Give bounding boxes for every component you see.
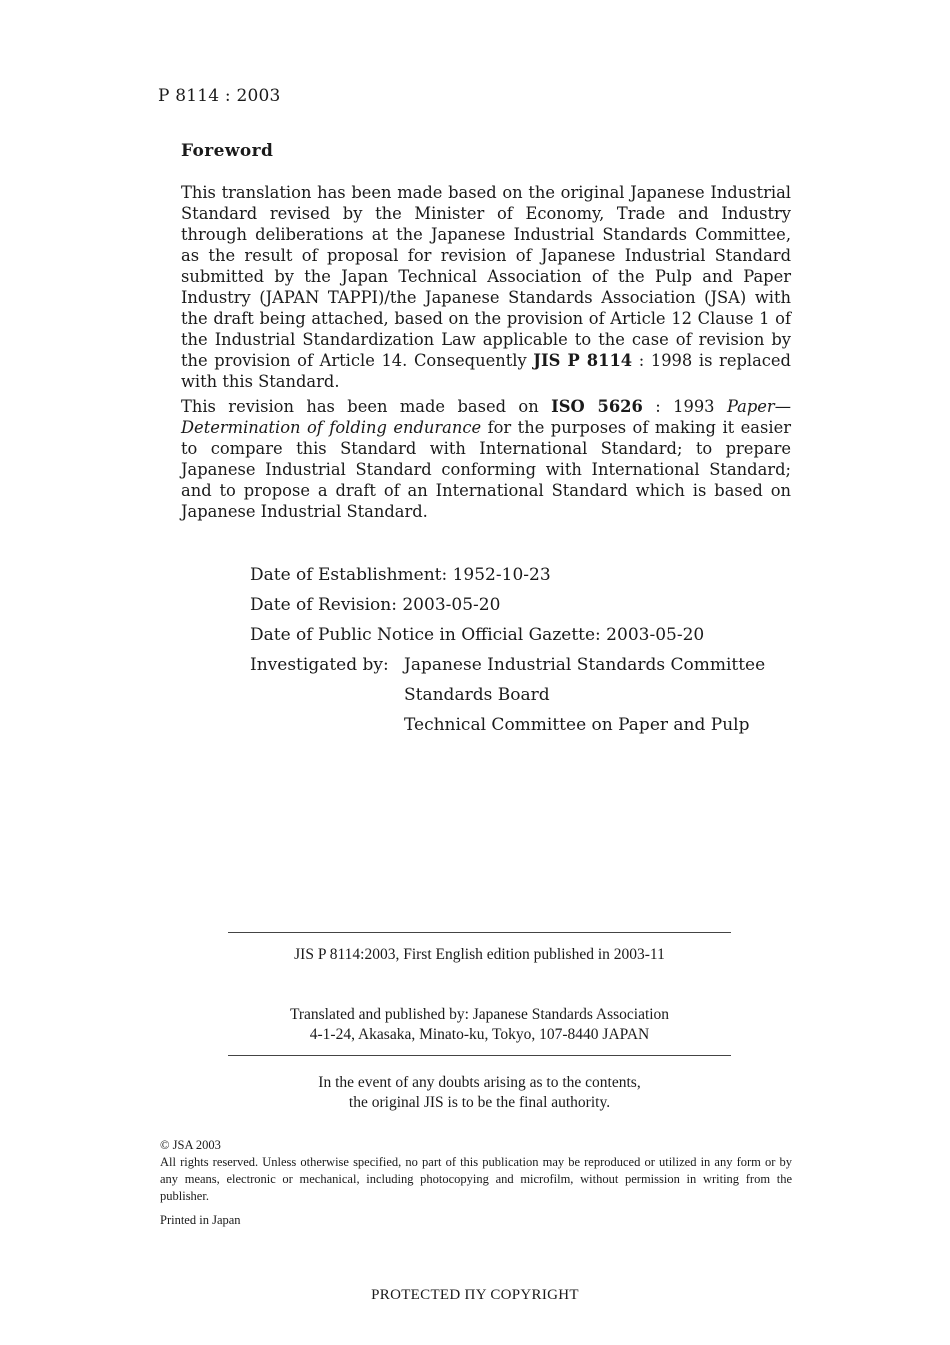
rights-statement: All rights reserved. Unless otherwise specified, no part of this publication may be reproduced or utilized in any form or by any means, electronic or mechanical, including photocopying and microfilm, without permission in writing from the publisher. — [160, 1155, 792, 1203]
iso-title: Paper—Determination of folding endurance — [181, 397, 791, 437]
foreword-heading: Foreword — [181, 141, 274, 161]
edition-line: JIS P 8114:2003, First English edition published in 2003-11 — [294, 946, 665, 963]
investigated-by-row — [250, 650, 765, 740]
copyright-notice: © JSA 2003 — [160, 1138, 221, 1152]
paragraph-2-text-c: for the purposes of making it easier to compare this Standard with International Standard; to prepare Japanese Industrial Standard conforming with International Standard; and to propose a draft of an International Standard which is based on Japanese Industrial Standard. — [181, 418, 791, 521]
authority-note — [228, 1073, 731, 1113]
dates-block — [250, 560, 765, 740]
paragraph-2-text-a: This revision has been made based on — [181, 397, 552, 416]
investigated-by-item: Standards Board — [404, 685, 550, 705]
paragraph-1-text-b: : 1998 is replaced with this Standard. — [181, 351, 791, 391]
publisher-line: Translated and published by: Japanese Standards Association — [289, 1006, 670, 1023]
foreword-paragraph-2 — [181, 396, 791, 522]
printed-in: Printed in Japan — [160, 1213, 241, 1227]
investigated-by-item: Japanese Industrial Standards Committee — [404, 655, 766, 675]
date-of-public-notice: Date of Public Notice in Official Gazette: 2003-05-20 — [250, 625, 705, 645]
iso-reference: ISO 5626 — [551, 397, 643, 416]
divider-top — [228, 932, 731, 933]
copyright-block — [160, 1137, 792, 1205]
authority-note-line-2: the original JIS is to be the final authority. — [348, 1094, 611, 1111]
divider-bottom — [228, 1055, 731, 1056]
paragraph-2-text-b: : 1993 — [642, 397, 727, 416]
document-number: P 8114 : 2003 — [158, 86, 281, 106]
jis-reference: JIS P 8114 — [533, 351, 633, 370]
publisher-address: 4-1-24, Akasaka, Minato-ku, Tokyo, 107-8440 JAPAN — [309, 1026, 650, 1043]
paragraph-1-text-a: This translation has been made based on the original Japanese Industrial Standard revised by the Minister of Economy, Trade and Industry through deliberations at the Japanese Industrial Standards Committee, as the result of proposal for revision of Japanese Industrial Standard submitted by the Japan Technical Association of the Pulp and Paper Industry (JAPAN TAPPI)/the Japanese Standards Association (JSA) with the draft being attached, based on the provision of Article 12 Clause 1 of the Industrial Standardization Law applicable to the case of revision by the provision of Article 14. Consequently — [181, 183, 791, 370]
investigated-by-list — [404, 650, 765, 740]
investigated-by-item: Technical Committee on Paper and Pulp — [404, 715, 750, 735]
publisher-block — [228, 1005, 731, 1045]
authority-note-line-1: In the event of any doubts arising as to the contents, — [318, 1074, 641, 1091]
copyright-footer: PROTECTED ΠY COPYRIGHT — [371, 1287, 579, 1303]
date-of-establishment: Date of Establishment: 1952-10-23 — [250, 565, 551, 585]
foreword-paragraph-1 — [181, 182, 791, 392]
date-of-revision: Date of Revision: 2003-05-20 — [250, 595, 501, 615]
investigated-by-label: Investigated by: — [250, 655, 389, 675]
